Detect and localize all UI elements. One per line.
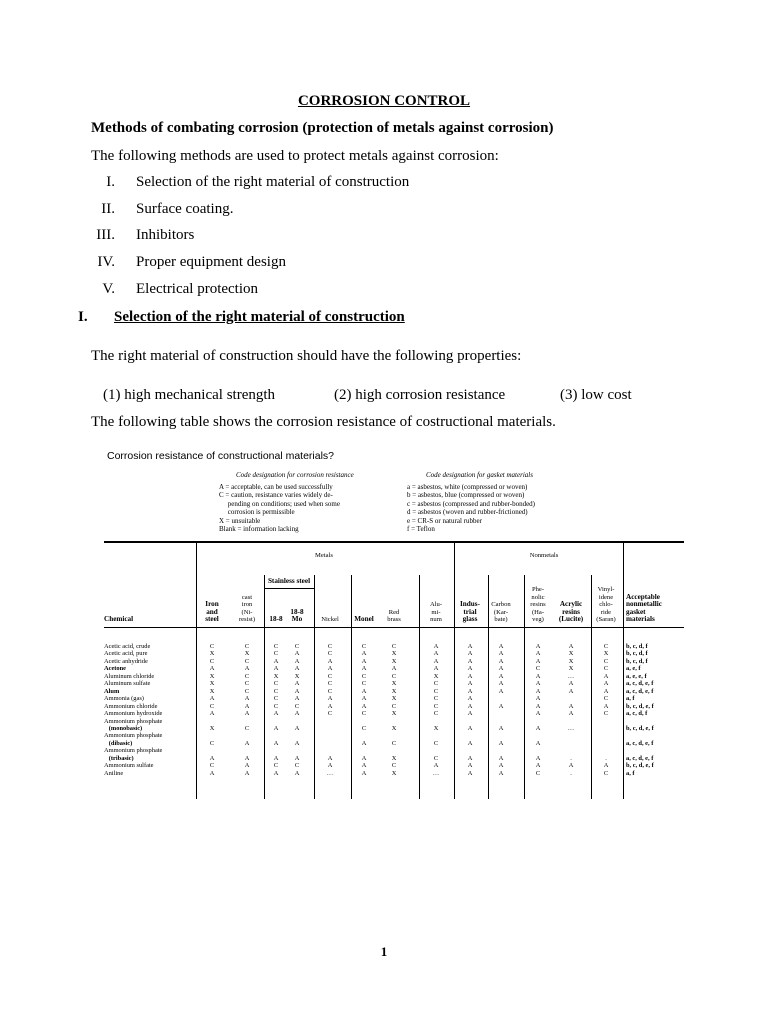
table-cell: A bbox=[467, 672, 473, 680]
table-cell: A bbox=[535, 724, 541, 732]
list-item-text: Selection of the right material of construction bbox=[136, 174, 410, 190]
table-cell: A bbox=[498, 769, 504, 777]
table-cell: A bbox=[361, 657, 367, 665]
table-cell: C bbox=[294, 643, 300, 650]
table-cell: C bbox=[433, 754, 439, 762]
table-cell: A bbox=[535, 754, 541, 762]
figure-title: Corrosion resistance of constructional materials? bbox=[107, 450, 335, 462]
table-cell: A bbox=[467, 769, 473, 777]
table-cell: A bbox=[568, 702, 574, 710]
table-cell: C bbox=[209, 762, 215, 770]
page-title: CORROSION CONTROL bbox=[297, 93, 471, 109]
table-cell: A bbox=[244, 739, 250, 747]
table-cell: A bbox=[244, 754, 250, 762]
table-cell: X bbox=[273, 672, 279, 680]
table-cell-gasket: a, e, e, f bbox=[626, 672, 647, 680]
table-cell: A bbox=[467, 665, 473, 673]
column-header: 18-8 Mo bbox=[290, 607, 304, 624]
property-item: (3) low cost bbox=[560, 387, 632, 403]
table-cell-gasket: a, e, f bbox=[626, 665, 641, 673]
table-cell: C bbox=[209, 739, 215, 747]
table-row-chemical: Aluminum sulfate bbox=[104, 680, 151, 688]
table-cell: A bbox=[498, 680, 504, 688]
table-cell: A bbox=[535, 650, 541, 658]
table-cell: A bbox=[273, 739, 279, 747]
table-cell: A bbox=[433, 650, 439, 658]
list-item-number: II. bbox=[101, 201, 115, 217]
table-cell: X bbox=[391, 710, 397, 718]
table-cell: A bbox=[535, 702, 541, 710]
table-cell: C bbox=[209, 643, 215, 650]
table-cell: C bbox=[209, 702, 215, 710]
list-item-text: Inhibitors bbox=[136, 227, 195, 243]
table-cell: X bbox=[391, 724, 397, 732]
table-cell: C bbox=[273, 695, 279, 703]
table-cell: C bbox=[391, 739, 397, 747]
table-cell: A bbox=[535, 739, 541, 747]
table-cell-gasket: a, f bbox=[626, 695, 635, 703]
table-cell: X bbox=[391, 680, 397, 688]
table-cell: A bbox=[327, 695, 333, 703]
table-cell: X bbox=[209, 650, 215, 658]
table-cell: A bbox=[498, 643, 504, 650]
corrosion-table-figure bbox=[104, 446, 684, 798]
table-cell: A bbox=[273, 665, 279, 673]
table-cell: A bbox=[568, 710, 574, 718]
table-cell: A bbox=[273, 710, 279, 718]
table-cell: A bbox=[467, 762, 473, 770]
table-cell: C bbox=[327, 680, 333, 688]
table-cell-gasket: a, c, d, e, f bbox=[626, 754, 654, 762]
table-cell: C bbox=[603, 657, 609, 665]
table-cell: A bbox=[433, 657, 439, 665]
table-cell: X bbox=[209, 687, 215, 695]
table-cell: A bbox=[467, 680, 473, 688]
column-header: Phe- nolic resins (Ha- veg) bbox=[530, 586, 546, 624]
column-header: cast iron (Ni- resist) bbox=[238, 593, 256, 624]
section-title: Selection of the right material of construction bbox=[114, 309, 405, 325]
table-cell: A bbox=[568, 762, 574, 770]
table-cell: A bbox=[568, 680, 574, 688]
stainless-rule bbox=[264, 588, 314, 589]
table-cell: A bbox=[361, 762, 367, 770]
table-cell: C bbox=[603, 695, 609, 703]
table-cell: A bbox=[498, 754, 504, 762]
page-number: 1 bbox=[380, 944, 388, 959]
table-cell: C bbox=[361, 643, 367, 650]
table-cell: C bbox=[361, 672, 367, 680]
table-cell: A bbox=[498, 762, 504, 770]
table-cell: A bbox=[467, 650, 473, 658]
table-cell: C bbox=[433, 702, 439, 710]
table-cell: C bbox=[209, 657, 215, 665]
table-cell: C bbox=[327, 643, 333, 650]
table-cell: A bbox=[361, 702, 367, 710]
table-cell: … bbox=[567, 724, 575, 732]
table-cell: A bbox=[361, 687, 367, 695]
table-cell: X bbox=[391, 769, 397, 777]
column-header: Indus- trial glass bbox=[460, 600, 480, 624]
table-cell-gasket: a, c, d, e, f bbox=[626, 739, 654, 747]
legend-right: a = asbestos, white (compressed or woven) b = asbestos, blue (compressed or woven) c = asbestos (compressed and rubber-bonded) d = asbestos (woven and rubber-frictioned) e = CR-S or natural rubber f = Teflon bbox=[407, 483, 536, 534]
table-cell: A bbox=[603, 672, 609, 680]
table-cell-gasket: a, c, d, e, f bbox=[626, 680, 654, 688]
column-header: Alu- mi- num bbox=[429, 601, 443, 624]
table-cell: C bbox=[535, 665, 541, 673]
table-cell: A bbox=[244, 769, 250, 777]
table-cell: A bbox=[209, 769, 215, 777]
table-cell: A bbox=[209, 710, 215, 718]
table-cell: C bbox=[294, 762, 300, 770]
column-header: Nickel bbox=[321, 616, 339, 624]
table-row-chemical: Ammonium sulfate bbox=[104, 762, 154, 770]
properties-intro: The right material of construction should have the following properties: bbox=[91, 348, 522, 364]
table-cell-gasket: b, c, d, f bbox=[626, 643, 648, 650]
table-row-chemical: (tribasic) bbox=[104, 754, 134, 762]
column-header: Iron and steel bbox=[205, 600, 219, 624]
table-cell: A bbox=[209, 695, 215, 703]
table-cell: A bbox=[244, 702, 250, 710]
table-cell: A bbox=[498, 672, 504, 680]
table-cell: A bbox=[568, 643, 574, 650]
table-cell: A bbox=[467, 702, 473, 710]
column-header: Vinyl- idene chlo- ride (Saran) bbox=[596, 586, 616, 624]
table-cell: C bbox=[244, 687, 250, 695]
table-intro: The following table shows the corrosion resistance of costructional materials. bbox=[91, 414, 556, 430]
table-cell: C bbox=[294, 702, 300, 710]
table-cell: X bbox=[568, 665, 574, 673]
list-item-text: Surface coating. bbox=[136, 201, 234, 217]
table-cell: A bbox=[535, 672, 541, 680]
table-cell: C bbox=[535, 769, 541, 777]
list-item-text: Proper equipment design bbox=[136, 254, 286, 270]
table-cell: A bbox=[294, 724, 300, 732]
table-row-chemical: Ammonium phosphate bbox=[104, 717, 163, 725]
section-number: I. bbox=[78, 309, 88, 325]
table-cell: A bbox=[498, 687, 504, 695]
table-cell: A bbox=[244, 665, 250, 673]
table-cell: A bbox=[603, 762, 609, 770]
table-cell: C bbox=[244, 643, 250, 650]
table-cell: C bbox=[603, 643, 609, 650]
table-cell: A bbox=[294, 665, 300, 673]
stainless-steel-header: Stainless steel bbox=[267, 577, 311, 585]
table-cell: C bbox=[244, 657, 250, 665]
table-cell: A bbox=[361, 769, 367, 777]
group-header-nonmetals: Nonmetals bbox=[529, 552, 559, 559]
table-row-chemical: (dibasic) bbox=[104, 739, 133, 747]
table-cell: A bbox=[498, 739, 504, 747]
table-cell: A bbox=[498, 665, 504, 673]
table-cell: C bbox=[433, 680, 439, 688]
table-cell: A bbox=[433, 665, 439, 673]
table-cell: A bbox=[467, 657, 473, 665]
table-rule-header bbox=[104, 627, 684, 628]
column-header: Acrylic resins (Lucite) bbox=[558, 600, 584, 624]
table-cell: X bbox=[244, 650, 250, 658]
table-cell: A bbox=[327, 702, 333, 710]
table-cell: C bbox=[327, 687, 333, 695]
table-cell: A bbox=[294, 650, 300, 658]
table-cell: A bbox=[361, 665, 367, 673]
table-cell: C bbox=[361, 680, 367, 688]
table-cell: A bbox=[467, 710, 473, 718]
table-cell: A bbox=[244, 762, 250, 770]
table-cell: C bbox=[273, 643, 279, 650]
table-cell: A bbox=[603, 702, 609, 710]
table-cell: A bbox=[294, 687, 300, 695]
column-header: Acceptable nonmetallic gasket materials bbox=[626, 592, 662, 624]
table-divider bbox=[454, 541, 455, 799]
table-cell: A bbox=[209, 754, 215, 762]
table-cell: C bbox=[244, 680, 250, 688]
table-divider bbox=[623, 541, 624, 799]
table-cell: A bbox=[391, 665, 397, 673]
table-cell: X bbox=[391, 657, 397, 665]
table-cell: … bbox=[326, 769, 334, 777]
table-cell: X bbox=[391, 687, 397, 695]
column-header: Monel bbox=[354, 615, 374, 624]
table-cell-gasket: b, c, d, e, f bbox=[626, 724, 654, 732]
table-cell: … bbox=[432, 769, 440, 777]
list-item-text: Electrical protection bbox=[136, 281, 259, 297]
table-cell: C bbox=[361, 710, 367, 718]
legend-right-heading: Code designation for gasket materials bbox=[426, 471, 533, 479]
table-rule-top bbox=[104, 542, 684, 543]
methods-intro: The following methods are used to protect metals against corrosion: bbox=[91, 148, 499, 164]
table-divider bbox=[196, 541, 197, 799]
table-row-chemical: Acetone bbox=[104, 665, 127, 673]
table-cell: A bbox=[327, 762, 333, 770]
table-cell-gasket: a, f bbox=[626, 769, 635, 777]
column-header: Red brass bbox=[387, 608, 401, 624]
table-cell: A bbox=[535, 687, 541, 695]
table-cell: C bbox=[603, 769, 609, 777]
table-cell: X bbox=[209, 680, 215, 688]
table-row-chemical: Ammonium phosphate bbox=[104, 747, 163, 755]
table-cell: A bbox=[209, 665, 215, 673]
table-cell: A bbox=[535, 643, 541, 650]
table-cell: A bbox=[273, 724, 279, 732]
table-cell: A bbox=[535, 680, 541, 688]
table-cell: A bbox=[433, 762, 439, 770]
table-cell: A bbox=[327, 657, 333, 665]
table-cell: X bbox=[391, 650, 397, 658]
table-cell: C bbox=[391, 643, 397, 650]
table-row-chemical: Ammonium hydroxide bbox=[104, 710, 163, 718]
table-cell: A bbox=[244, 710, 250, 718]
list-item-number: V. bbox=[102, 281, 115, 297]
table-cell: A bbox=[467, 643, 473, 650]
methods-heading: Methods of combating corrosion (protection of metals against corrosion) bbox=[91, 120, 554, 136]
table-cell: A bbox=[244, 695, 250, 703]
table-cell: C bbox=[273, 687, 279, 695]
table-cell: C bbox=[327, 672, 333, 680]
table-cell: A bbox=[467, 754, 473, 762]
table-cell: A bbox=[467, 687, 473, 695]
table-row-chemical: Acetic anhydride bbox=[104, 657, 148, 665]
table-cell: C bbox=[433, 687, 439, 695]
table-cell: X bbox=[209, 724, 215, 732]
table-cell: A bbox=[433, 643, 439, 650]
property-item: (2) high corrosion resistance bbox=[334, 387, 506, 403]
table-cell: A bbox=[361, 650, 367, 658]
table-cell: A bbox=[535, 762, 541, 770]
table-cell: A bbox=[603, 680, 609, 688]
table-cell: A bbox=[498, 650, 504, 658]
table-cell: A bbox=[467, 724, 473, 732]
table-cell: A bbox=[273, 754, 279, 762]
table-row-chemical: Ammonium chloride bbox=[104, 702, 158, 710]
table-divider bbox=[351, 575, 352, 799]
table-cell: X bbox=[209, 672, 215, 680]
table-cell: X bbox=[433, 724, 439, 732]
table-row-chemical: Acetic acid, crude bbox=[104, 643, 151, 650]
table-cell: A bbox=[294, 680, 300, 688]
table-cell: X bbox=[391, 754, 397, 762]
table-row-chemical: Acetic acid, pure bbox=[104, 650, 148, 658]
table-cell-gasket: b, c, d, e, f bbox=[626, 702, 654, 710]
table-cell-gasket: b, c, d, f bbox=[626, 657, 648, 665]
table-cell: C bbox=[391, 702, 397, 710]
legend-left: A = acceptable, can be used successfully C = caution, resistance varies widely de- pending on conditions; used when some corrosion is permissible X = unsuitable Blank = information lacking bbox=[219, 483, 340, 534]
property-item: (1) high mechanical strength bbox=[103, 387, 276, 403]
table-cell: A bbox=[467, 739, 473, 747]
table-cell: C bbox=[391, 672, 397, 680]
table-cell: … bbox=[567, 672, 575, 680]
table-cell: A bbox=[273, 769, 279, 777]
table-row-chemical: Alum bbox=[104, 687, 120, 695]
table-cell: A bbox=[361, 695, 367, 703]
table-cell: C bbox=[244, 724, 250, 732]
column-header: Carbon (Kar- bate) bbox=[491, 601, 511, 624]
table-cell: A bbox=[294, 739, 300, 747]
table-cell: C bbox=[433, 695, 439, 703]
table-cell: X bbox=[568, 650, 574, 658]
table-row-chemical: (monobasic) bbox=[104, 724, 143, 732]
table-cell: A bbox=[535, 710, 541, 718]
table-cell: A bbox=[294, 754, 300, 762]
table-cell: C bbox=[244, 672, 250, 680]
table-cell: C bbox=[391, 762, 397, 770]
table-cell: A bbox=[294, 769, 300, 777]
table-cell: X bbox=[294, 672, 300, 680]
table-cell: A bbox=[327, 665, 333, 673]
table-cell: A bbox=[603, 687, 609, 695]
legend-left-heading: Code designation for corrosion resistance bbox=[236, 471, 354, 479]
table-cell: A bbox=[327, 754, 333, 762]
table-cell: A bbox=[294, 710, 300, 718]
table-cell: C bbox=[273, 680, 279, 688]
table-cell: C bbox=[433, 739, 439, 747]
table-cell: C bbox=[361, 724, 367, 732]
table-cell: A bbox=[568, 687, 574, 695]
chemical-header: Chemical bbox=[104, 615, 134, 623]
table-cell: A bbox=[273, 657, 279, 665]
table-cell-gasket: b, c, d, e, f bbox=[626, 762, 654, 770]
table-cell: A bbox=[498, 724, 504, 732]
column-header: 18-8 bbox=[269, 615, 283, 624]
list-item-number: I. bbox=[106, 174, 115, 190]
table-cell: X bbox=[391, 695, 397, 703]
table-cell: A bbox=[535, 695, 541, 703]
table-cell: C bbox=[603, 710, 609, 718]
table-row-chemical: Ammonium phosphate bbox=[104, 732, 163, 740]
table-cell: C bbox=[273, 650, 279, 658]
table-cell: C bbox=[273, 762, 279, 770]
table-cell: A bbox=[535, 657, 541, 665]
list-item-number: III. bbox=[96, 227, 115, 243]
table-row-chemical: Aniline bbox=[104, 769, 124, 777]
table-cell: C bbox=[327, 710, 333, 718]
table-cell: A bbox=[294, 657, 300, 665]
group-header-metals: Metals bbox=[315, 552, 333, 559]
table-row-chemical: Ammonia (gas) bbox=[104, 695, 144, 703]
table-row-chemical: Aluminum chloride bbox=[104, 672, 155, 680]
table-cell: C bbox=[433, 710, 439, 718]
table-cell: A bbox=[361, 754, 367, 762]
table-cell-gasket: b, c, d, f bbox=[626, 650, 648, 658]
table-cell: A bbox=[467, 695, 473, 703]
table-cell: A bbox=[498, 702, 504, 710]
list-item-number: IV. bbox=[97, 254, 115, 270]
table-cell-gasket: a, c, d, e, f bbox=[626, 687, 654, 695]
table-cell: A bbox=[361, 739, 367, 747]
table-cell: . bbox=[570, 754, 572, 762]
table-cell-gasket: a, c, d, f bbox=[626, 710, 648, 718]
table-cell: . bbox=[605, 754, 607, 762]
table-cell: C bbox=[273, 702, 279, 710]
table-cell: C bbox=[327, 650, 333, 658]
table-cell: . bbox=[570, 769, 572, 777]
table-cell: X bbox=[603, 650, 609, 658]
table-cell: C bbox=[603, 665, 609, 673]
table-cell: A bbox=[498, 657, 504, 665]
table-cell: X bbox=[433, 672, 439, 680]
table-cell: A bbox=[294, 695, 300, 703]
table-cell: X bbox=[568, 657, 574, 665]
